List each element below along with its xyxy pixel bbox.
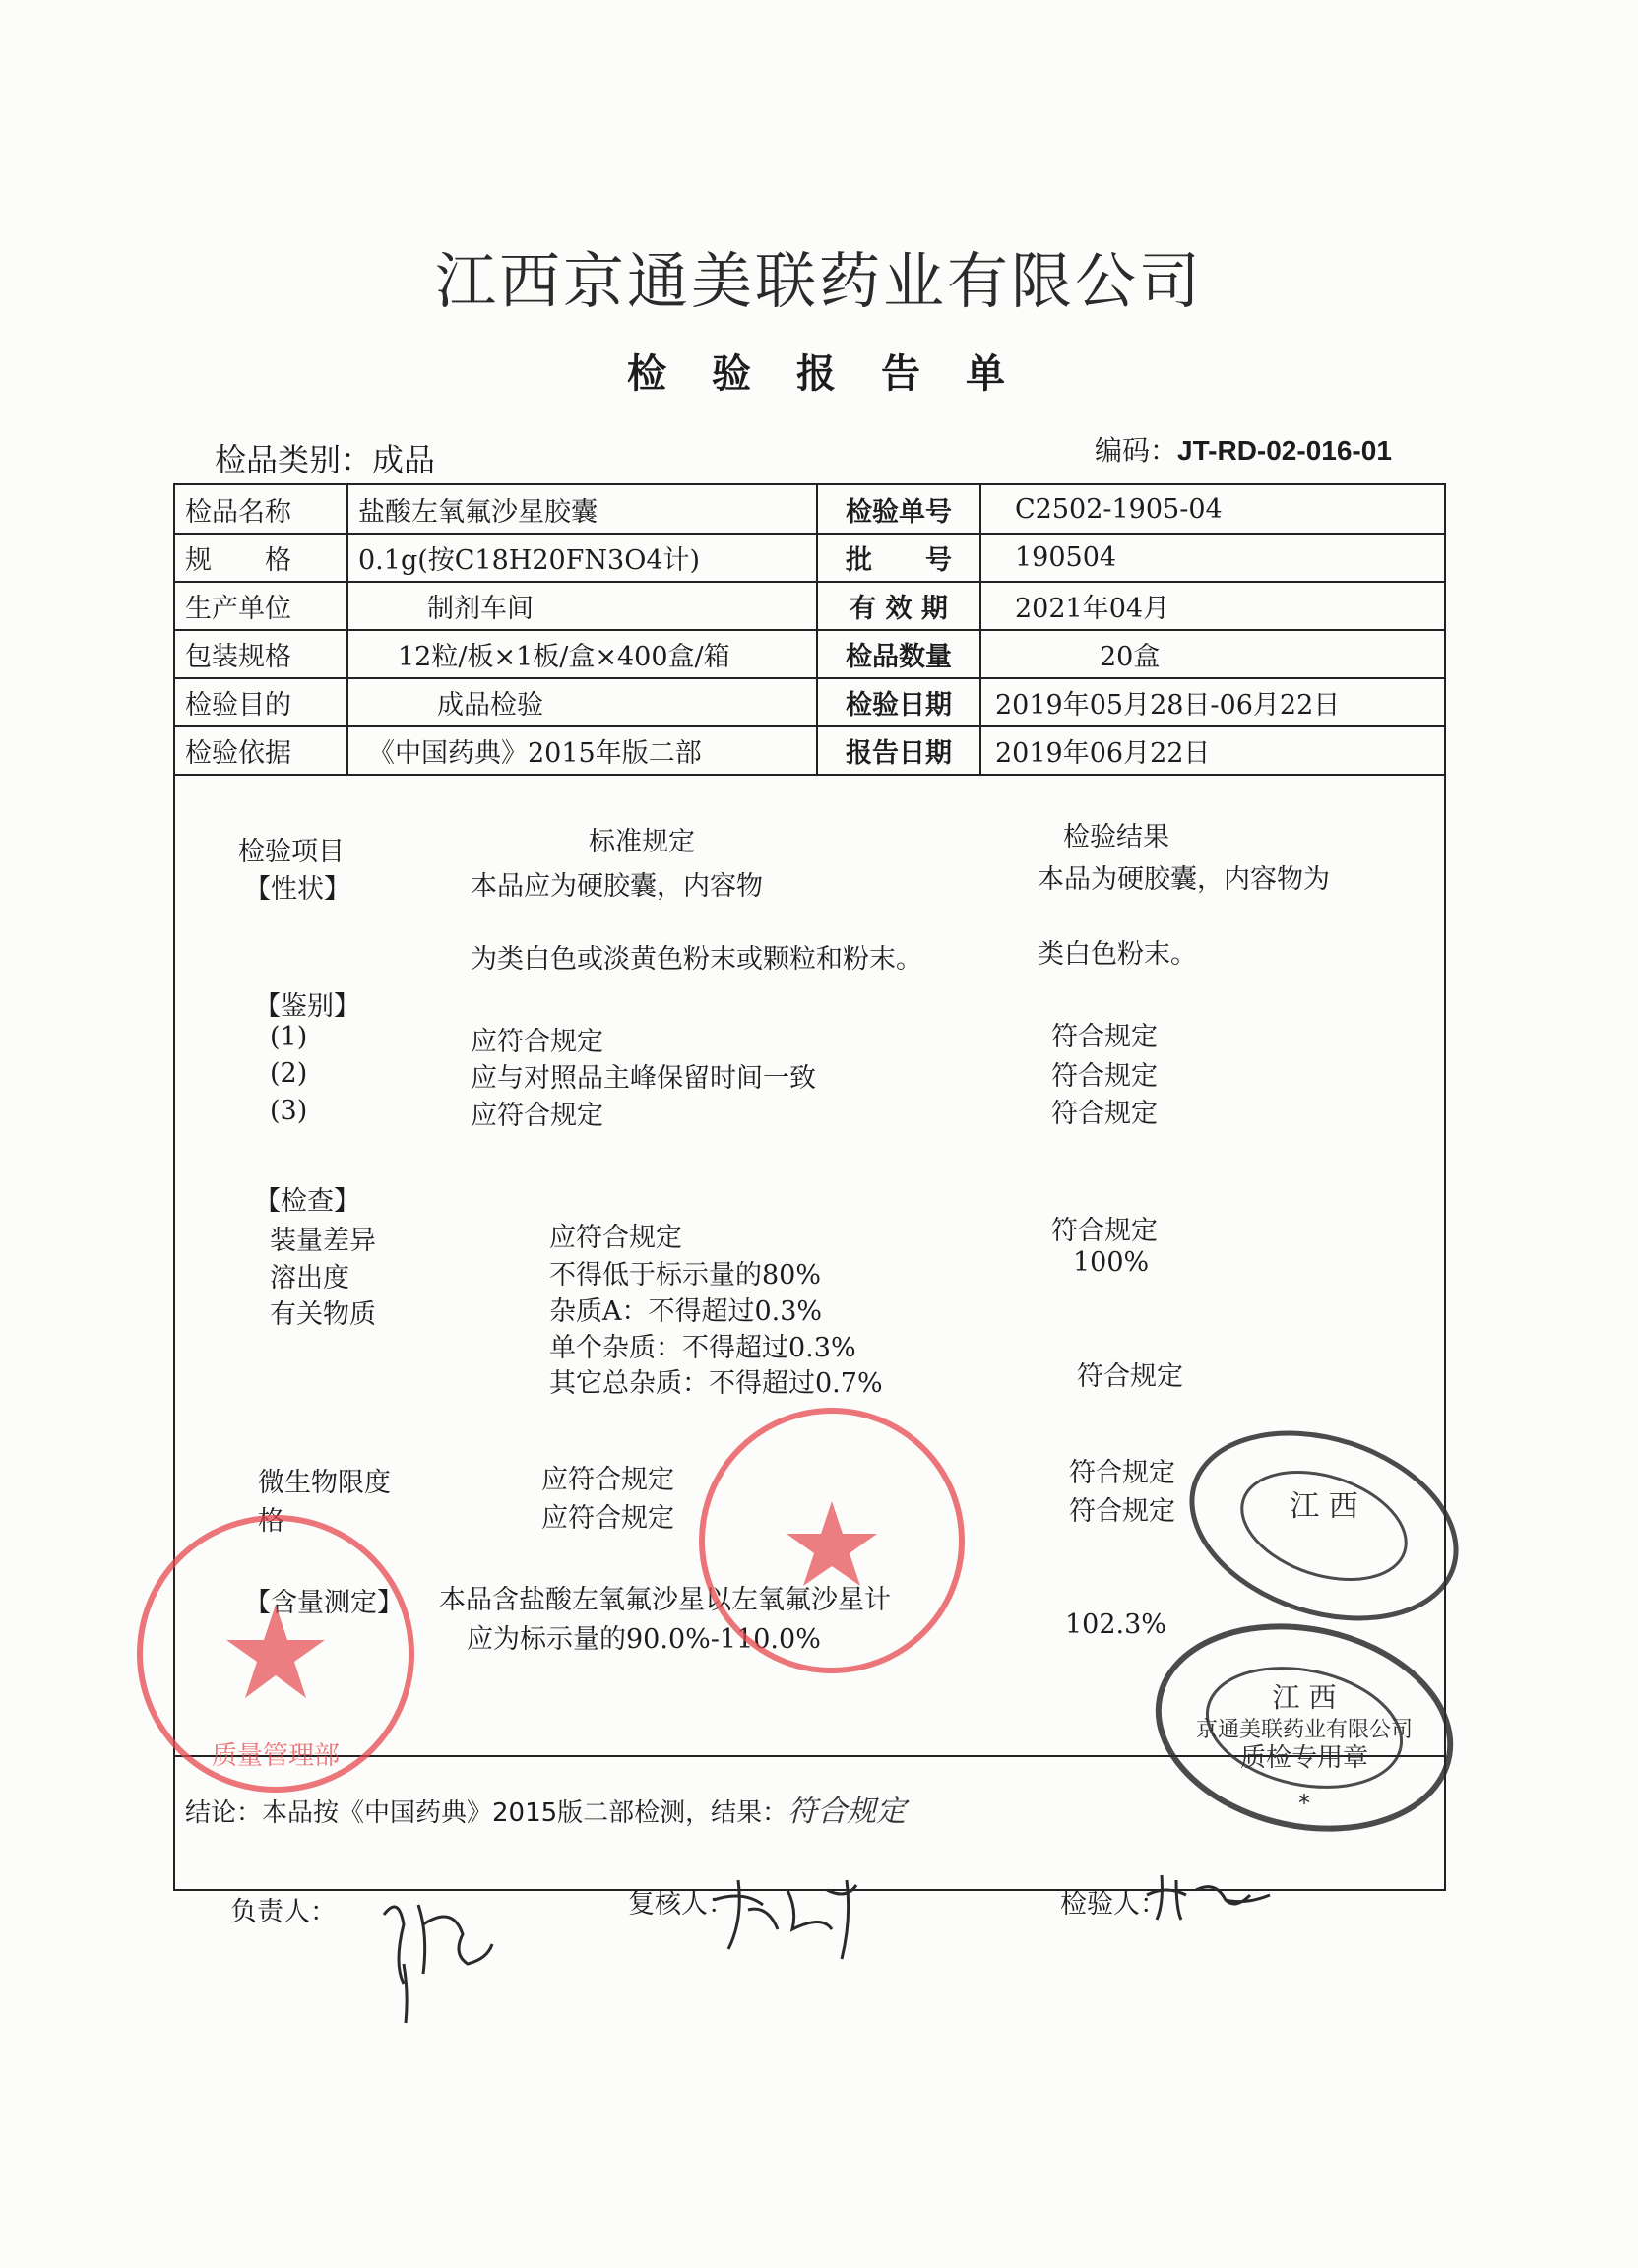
producer: 制剂车间: [347, 582, 817, 630]
table-row: [175, 630, 1444, 678]
related-res: 符合规定: [1077, 1361, 1183, 1392]
id2-label: (2): [270, 1058, 308, 1089]
test-date: 2019年05月28日-06月22日: [980, 678, 1444, 726]
assay-res: 102.3%: [1065, 1609, 1166, 1640]
batch-label: 批 号: [817, 534, 980, 582]
expiry-label: 有 效 期: [817, 582, 980, 630]
svg-text:*: *: [1298, 1790, 1310, 1817]
col-item-header: 检验项目: [238, 837, 345, 867]
category-value: 成品: [372, 441, 436, 478]
document-code: [1095, 429, 1392, 469]
code-value: JT-RD-02-016-01: [1177, 435, 1392, 466]
report-date-label: 报告日期: [817, 726, 980, 775]
category-label: 检品类别：: [215, 441, 373, 478]
id2-std: 应与对照品主峰保留时间一致: [471, 1063, 816, 1094]
unite-pharma-stamp: [1176, 1427, 1472, 1624]
svg-text:江 西: 江 西: [1290, 1489, 1358, 1524]
appearance-std-2: 为类白色或淡黄色粉末或颗粒和粉末。: [471, 944, 922, 975]
assay-std-2: 应为标示量的90.0%-110.0%: [467, 1624, 821, 1655]
info-table: [175, 485, 1444, 776]
report-title: 检验报告单: [627, 350, 1050, 397]
inspection-heading: 【检查】: [254, 1186, 360, 1217]
test-date-label: 检验日期: [817, 678, 980, 726]
product-name-label: 检品名称: [175, 485, 347, 534]
conclusion-handwritten: 符合规定: [788, 1795, 907, 1829]
expiry: 2021年04月: [980, 582, 1444, 630]
table-row: [175, 726, 1444, 775]
related-std-3: 其它总杂质：不得超过0.7%: [549, 1368, 883, 1399]
id3-std: 应符合规定: [471, 1101, 603, 1131]
table-row: [175, 534, 1444, 582]
category: [215, 435, 435, 480]
dissolution-label: 溶出度: [270, 1263, 349, 1293]
basis: 《中国药典》2015年版二部: [347, 726, 817, 775]
ge-res: 符合规定: [1069, 1496, 1175, 1527]
dissolution-std: 不得低于标示量的80%: [549, 1260, 822, 1291]
quantity-label: 检品数量: [817, 630, 980, 678]
product-name: 盐酸左氧氟沙星胶囊: [347, 485, 817, 534]
svg-text:质量管理部: 质量管理部: [211, 1741, 341, 1771]
id1-label: (1): [270, 1022, 308, 1052]
related-label: 有关物质: [270, 1299, 376, 1330]
ge-std: 应符合规定: [541, 1503, 674, 1534]
code-label: 编码：: [1095, 435, 1178, 466]
micro-std: 应符合规定: [541, 1465, 674, 1495]
pharma-company-stamp: [689, 1398, 975, 1683]
id3-label: (3): [270, 1096, 308, 1126]
producer-label: 生产单位: [175, 582, 347, 630]
responsible-label: 负责人：: [230, 1897, 337, 1927]
appearance-res-2: 类白色粉末。: [1038, 939, 1197, 970]
responsible-signature: [364, 1875, 502, 2033]
packaging-label: 包装规格: [175, 630, 347, 678]
conclusion-text: 结论：本品按《中国药典》2015版二部检测，结果：: [185, 1798, 788, 1828]
id1-std: 应符合规定: [471, 1027, 603, 1057]
id1-res: 符合规定: [1051, 1022, 1158, 1052]
trade-company-stamp: [128, 1506, 423, 1801]
report-date: 2019年06月22日: [980, 726, 1444, 775]
col-standard-header: 标准规定: [589, 827, 695, 857]
purpose: 成品检验: [347, 678, 817, 726]
svg-text:质检专用章: 质检专用章: [1239, 1743, 1369, 1773]
table-row: [175, 485, 1444, 534]
related-std-1: 杂质A：不得超过0.3%: [549, 1296, 823, 1327]
assay-heading: 【含量测定】: [244, 1588, 404, 1618]
packaging: 12粒/板×1板/盒×400盒/箱: [347, 630, 817, 678]
table-row: [175, 582, 1444, 630]
reviewer-signature: [709, 1870, 906, 1969]
dissolution-res: 100%: [1073, 1247, 1150, 1278]
appearance-std-1: 本品应为硬胶囊，内容物: [471, 871, 763, 902]
micro-res: 符合规定: [1069, 1458, 1175, 1488]
assay-std-1: 本品含盐酸左氧氟沙星以左氧氟沙星计: [439, 1585, 891, 1615]
weight-var-std: 应符合规定: [549, 1223, 682, 1253]
purpose-label: 检验目的: [175, 678, 347, 726]
svg-text:江 西: 江 西: [1272, 1681, 1337, 1714]
inspector-label: 检验人：: [1060, 1889, 1166, 1920]
inspector-signature: [1142, 1870, 1280, 1929]
quality-inspection-stamp: [1142, 1614, 1467, 1841]
id2-res: 符合规定: [1051, 1061, 1158, 1092]
identification-heading: 【鉴别】: [254, 991, 360, 1022]
spec: 0.1g(按C18H20FN3O4计): [347, 534, 817, 582]
batch: 190504: [980, 534, 1444, 582]
appearance-res-1: 本品为硬胶囊，内容物为: [1038, 864, 1330, 895]
related-std-2: 单个杂质：不得超过0.3%: [549, 1333, 856, 1363]
appearance-heading: 【性状】: [244, 874, 350, 905]
quantity: 20盒: [980, 630, 1444, 678]
test-no: C2502-1905-04: [980, 485, 1444, 534]
table-row: [175, 678, 1444, 726]
col-result-header: 检验结果: [1063, 822, 1169, 852]
weight-var-label: 装量差异: [270, 1226, 376, 1256]
reviewer-label: 复核人：: [628, 1889, 734, 1920]
micro-label: 微生物限度: [258, 1468, 391, 1498]
id3-res: 符合规定: [1051, 1099, 1158, 1129]
svg-text:京通美联药业有限公司: 京通美联药业有限公司: [1195, 1718, 1414, 1742]
spec-label: 规 格: [175, 534, 347, 582]
ge-label: 格: [258, 1506, 284, 1537]
basis-label: 检验依据: [175, 726, 347, 775]
weight-var-res: 符合规定: [1051, 1216, 1158, 1246]
company-name: 江西京通美联药业有限公司: [434, 245, 1203, 317]
test-no-label: 检验单号: [817, 485, 980, 534]
